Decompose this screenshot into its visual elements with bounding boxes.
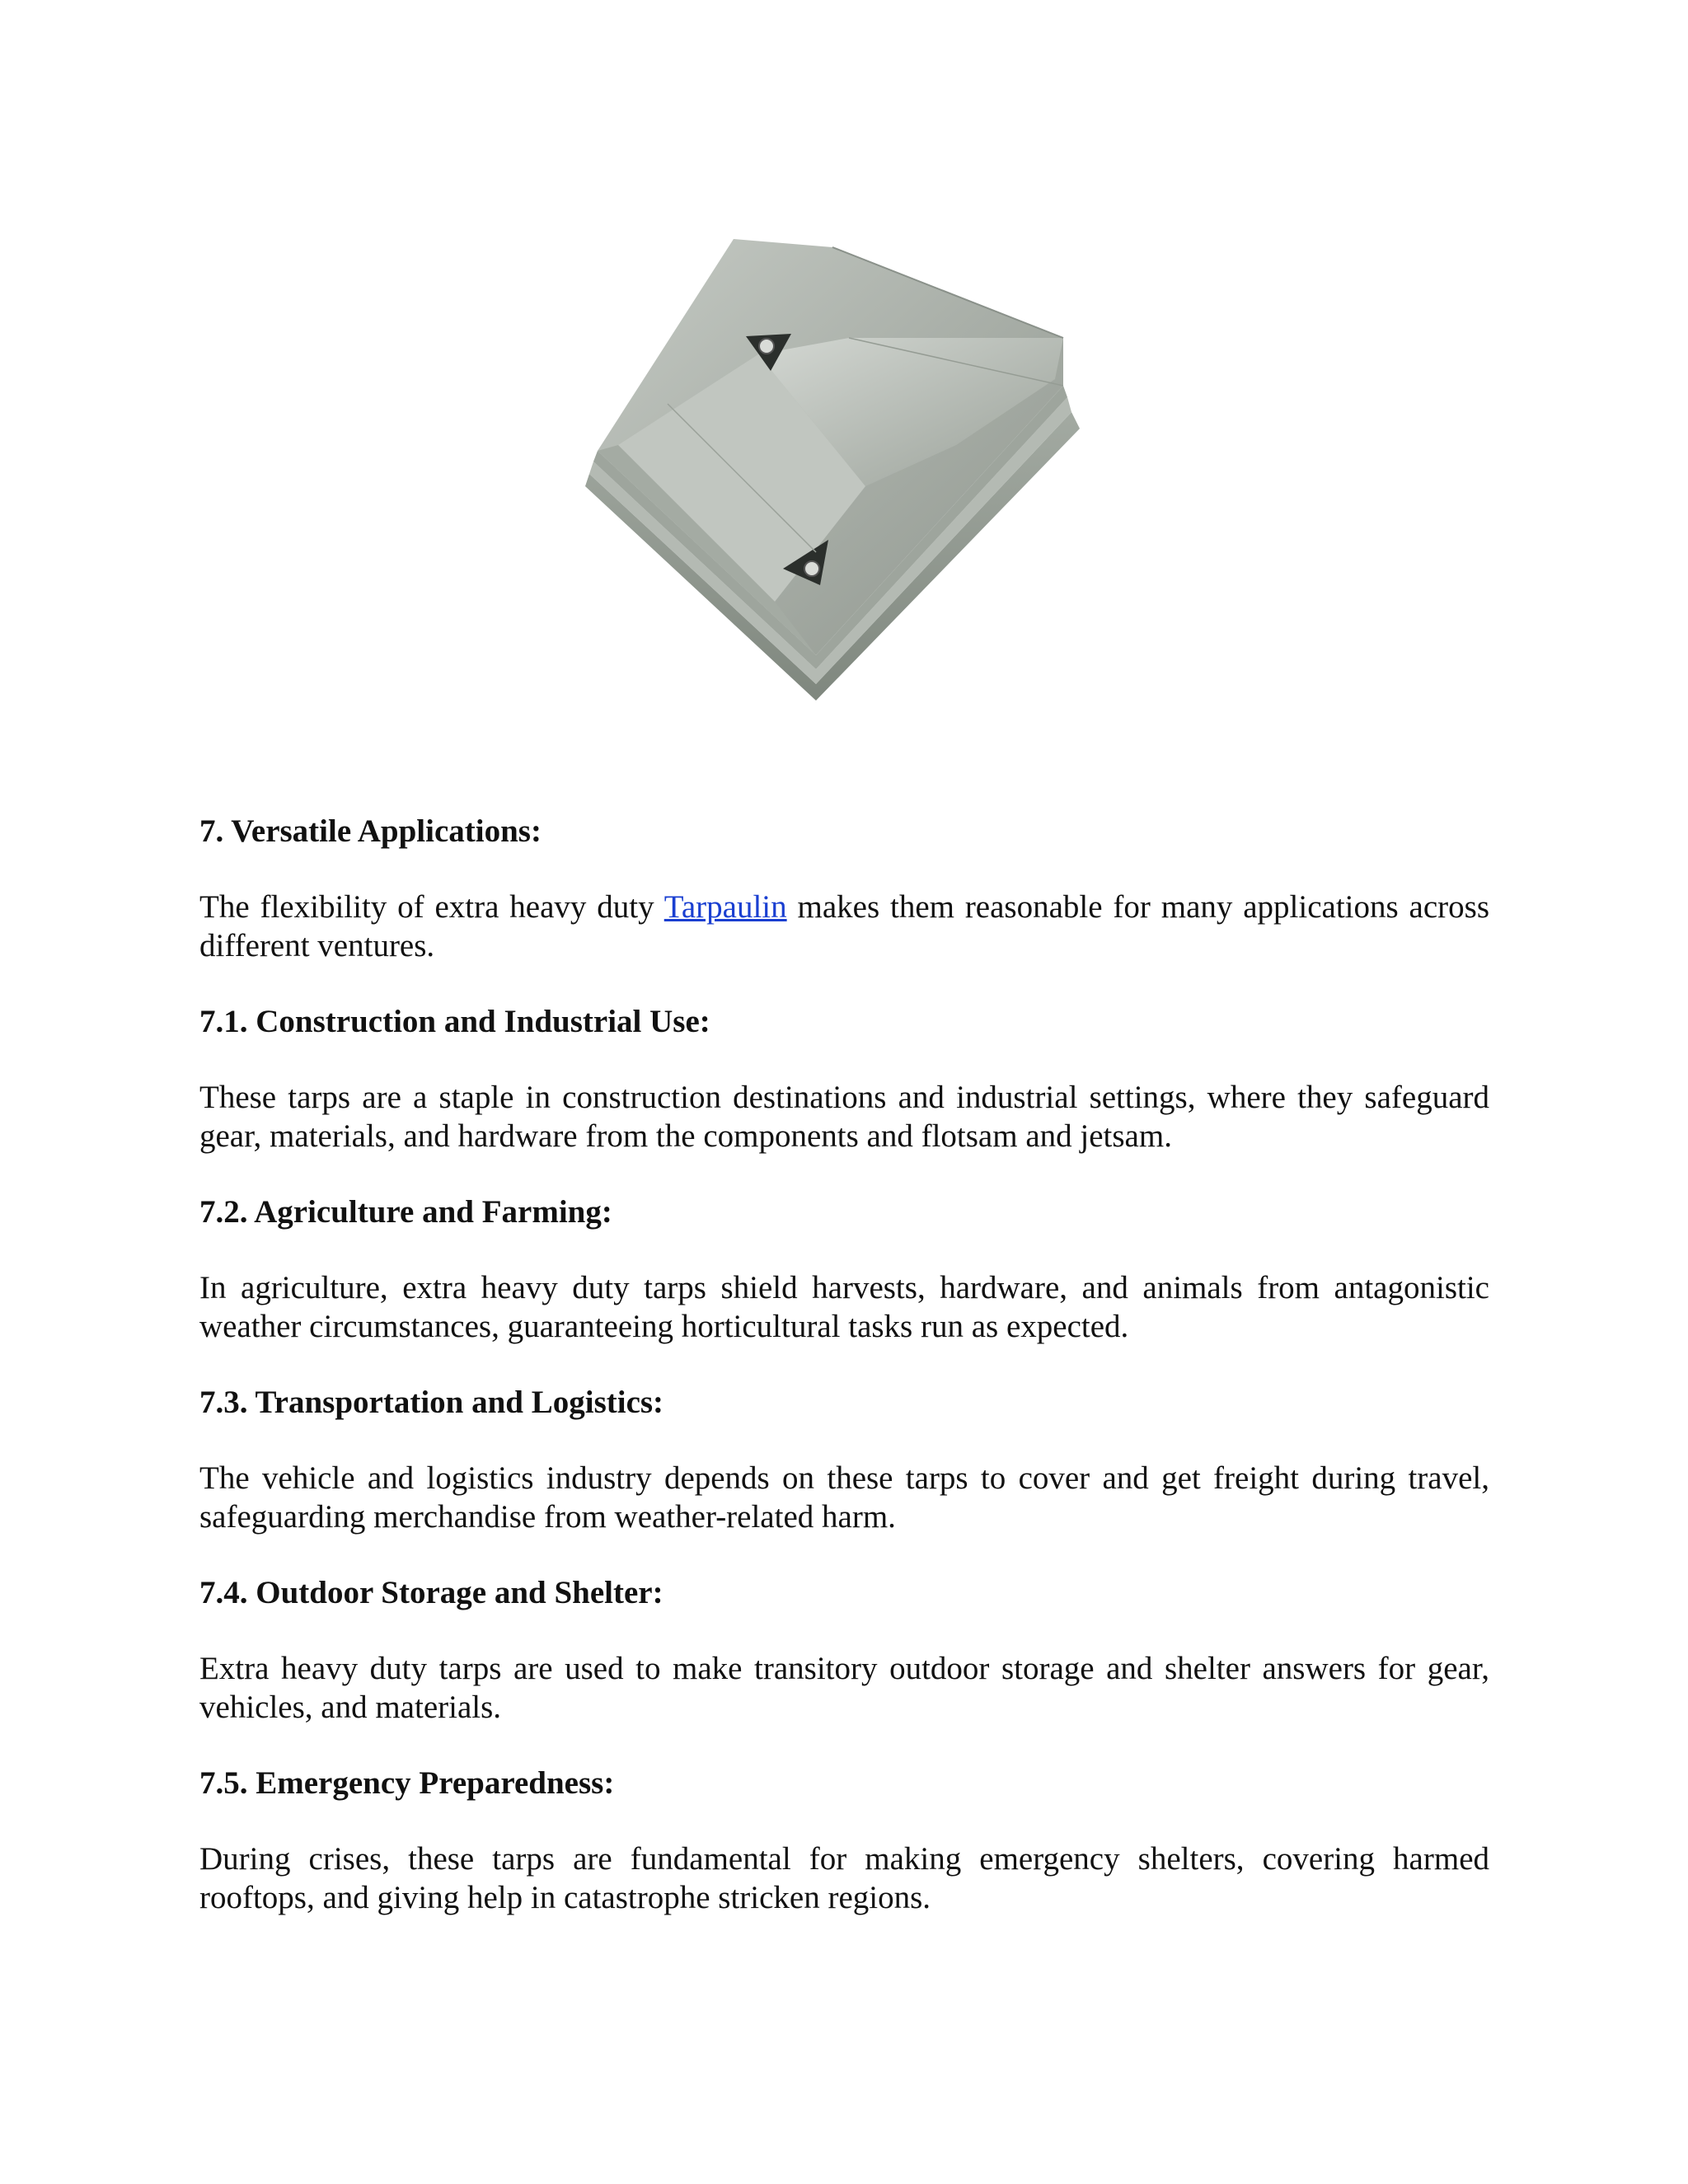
section-paragraph-versatile-applications <box>199 888 1489 965</box>
section-paragraph-emergency: During crises, these tarps are fundamental for making emergency shelters, covering harmed rooftops, and giving help in catastrophe stricken regions. <box>199 1841 1489 1915</box>
section-paragraph-construction: These tarps are a staple in construction destinations and industrial settings, where they safeguard gear, materials, and hardware from the components and flotsam and jetsam. <box>199 1080 1489 1154</box>
section-heading-agriculture: 7.2. Agriculture and Farming: <box>199 1194 612 1230</box>
tarpaulin-image <box>569 239 1113 733</box>
section-paragraph-transportation: The vehicle and logistics industry depends on these tarps to cover and get freight during travel, safeguarding merchandise from weather-related harm. <box>199 1460 1489 1535</box>
tarpaulin-photo <box>569 239 1113 733</box>
section-heading-transportation: 7.3. Transportation and Logistics: <box>199 1385 664 1420</box>
section-heading-outdoor-storage: 7.4. Outdoor Storage and Shelter: <box>199 1575 663 1610</box>
paragraph-text: The flexibility of extra heavy duty <box>199 889 664 925</box>
paragraph-text: makes them reasonable for many applications across different ventures. <box>199 889 1489 963</box>
tarpaulin-link[interactable]: Tarpaulin <box>663 889 787 925</box>
section-heading-construction: 7.1. Construction and Industrial Use: <box>199 1004 710 1039</box>
section-heading-versatile-applications: 7. Versatile Applications: <box>199 813 542 849</box>
section-paragraph-agriculture: In agriculture, extra heavy duty tarps shield harvests, hardware, and animals from antagonistic weather circumstances, guaranteeing horticultural tasks run as expected. <box>199 1270 1489 1344</box>
section-paragraph-outdoor-storage: Extra heavy duty tarps are used to make transitory outdoor storage and shelter answers for gear, vehicles, and materials. <box>199 1651 1489 1725</box>
document-body <box>199 812 1489 1917</box>
section-heading-emergency: 7.5. Emergency Preparedness: <box>199 1765 615 1801</box>
